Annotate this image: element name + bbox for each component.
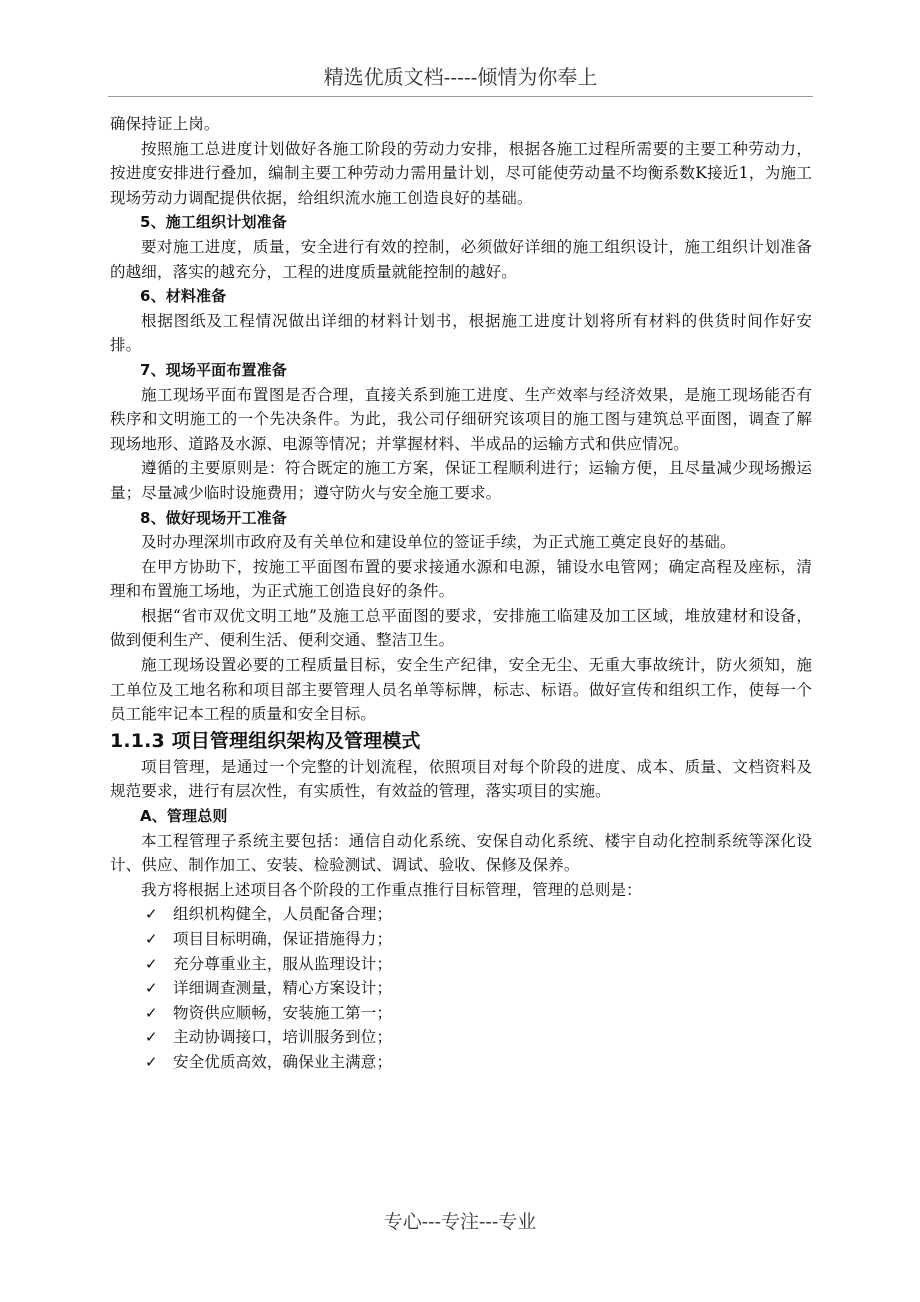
paragraph: 施工现场平面布置图是否合理，直接关系到施工进度、生产效率与经济效果，是施工现场能否有秩序和文明施工的一个先决条件。为此，我公司仔细研究该项目的施工图与建筑总平面图，调查了解现场地形、道路及水源、电源等情况；并掌握材料、半成品的运输方式和供应情况。 [110, 385, 812, 453]
subheading: A、管理总则 [140, 807, 228, 826]
checkmark-icon: ✓ [145, 905, 158, 924]
paragraph: 遵循的主要原则是：符合既定的施工方案，保证工程顺利进行；运输方便，且尽量减少现场搬运量；尽量减少临时设施费用；遵守防火与安全施工要求。 [110, 459, 812, 502]
paragraph: 在甲方协助下，按施工平面图布置的要求接通水源和电源，铺设水电管网；确定高程及座标，清理和布置施工场地，为正式施工创造良好的条件。 [110, 557, 812, 601]
list-item-text: 安全优质高效，确保业主满意； [173, 1052, 393, 1071]
section-title: 1.1.3 项目管理组织架构及管理模式 [110, 729, 421, 752]
footer-text: 专心---专注---专业 [383, 1211, 537, 1233]
subheading: 8、做好现场开工准备 [140, 508, 287, 527]
list-item [145, 902, 812, 927]
list-item-text: 项目目标明确，保证措施得力； [173, 930, 393, 948]
paragraph: 我方将根据上述项目各个阶段的工作重点推行目标管理，管理的总则是： [141, 880, 642, 899]
checkmark-icon: ✓ [145, 930, 158, 948]
paragraph: 及时办理深圳市政府及有关单位和建设单位的签证手续，为正式施工奠定良好的基础。 [141, 533, 736, 552]
header-text: 精选优质文档-----倾情为你奉上 [323, 65, 598, 89]
list-item-text: 组织机构健全，人员配备合理； [173, 905, 393, 924]
checkmark-icon: ✓ [145, 954, 158, 973]
checkmark-icon: ✓ [145, 1028, 158, 1047]
list-item [145, 952, 812, 977]
subheading: 7、现场平面布置准备 [140, 360, 287, 379]
paragraph: 根据“省市双优文明工地”及施工总平面图的要求，安排施工临建及加工区域，堆放建材和设备，做到便利生产、便利生活、便利交通、整洁卫生。 [110, 606, 812, 650]
checkmark-icon: ✓ [145, 979, 158, 998]
paragraph: 施工现场设置必要的工程质量目标，安全生产纪律，安全无尘、无重大事故统计，防火须知，施工单位及工地名称和项目部主要管理人员名单等标牌，标志、标语。做好宣传和组织工作，使每一个员工能牢记本工程的质量和安全目标。 [110, 656, 812, 724]
document-body [110, 112, 812, 1075]
list-item [145, 1050, 812, 1075]
paragraph: 要对施工进度，质量，安全进行有效的控制，必须做好详细的施工组织设计，施工组织计划准备的越细，落实的越充分，工程的进度质量就能控制的越好。 [110, 237, 812, 281]
subheading: 5、施工组织计划准备 [140, 213, 287, 232]
checkmark-icon: ✓ [145, 1052, 158, 1071]
paragraph: 确保持证上岗。 [110, 115, 220, 133]
paragraph: 根据图纸及工程情况做出详细的材料计划书，根据施工进度计划将所有材料的供货时间作好安排。 [110, 311, 812, 355]
list-item [145, 976, 812, 1001]
paragraph: 按照施工总进度计划做好各施工阶段的劳动力安排，根据各施工过程所需要的主要工种劳动力，按进度安排进行叠加，编制主要工种劳动力需用量计划，尽可能使劳动量不均衡系数K接近1，为施工现场劳动力调配提供依据，给组织流水施工创造良好的基础。 [110, 139, 812, 207]
list-item [145, 1025, 812, 1050]
page-header [108, 62, 813, 97]
list-item-text: 详细调查测量，精心方案设计； [173, 979, 393, 998]
list-item-text: 主动协调接口，培训服务到位； [173, 1028, 393, 1047]
list-item [145, 1001, 812, 1026]
page-footer [0, 1208, 920, 1236]
subheading: 6、材料准备 [140, 287, 227, 306]
list-item-text: 物资供应顺畅，安装施工第一； [173, 1003, 393, 1022]
checklist [110, 902, 812, 1074]
list-item-text: 充分尊重业主，服从监理设计； [173, 954, 393, 973]
paragraph: 项目管理，是通过一个完整的计划流程，依照项目对每个阶段的进度、成本、质量、文档资料及规范要求，进行有层次性，有实质性，有效益的管理，落实项目的实施。 [110, 757, 812, 801]
list-item [145, 927, 812, 952]
paragraph: 本工程管理子系统主要包括：通信自动化系统、安保自动化系统、楼宇自动化控制系统等深化设计、供应、制作加工、安装、检验测试、调试、验收、保修及保养。 [110, 831, 812, 875]
checkmark-icon: ✓ [145, 1003, 158, 1022]
